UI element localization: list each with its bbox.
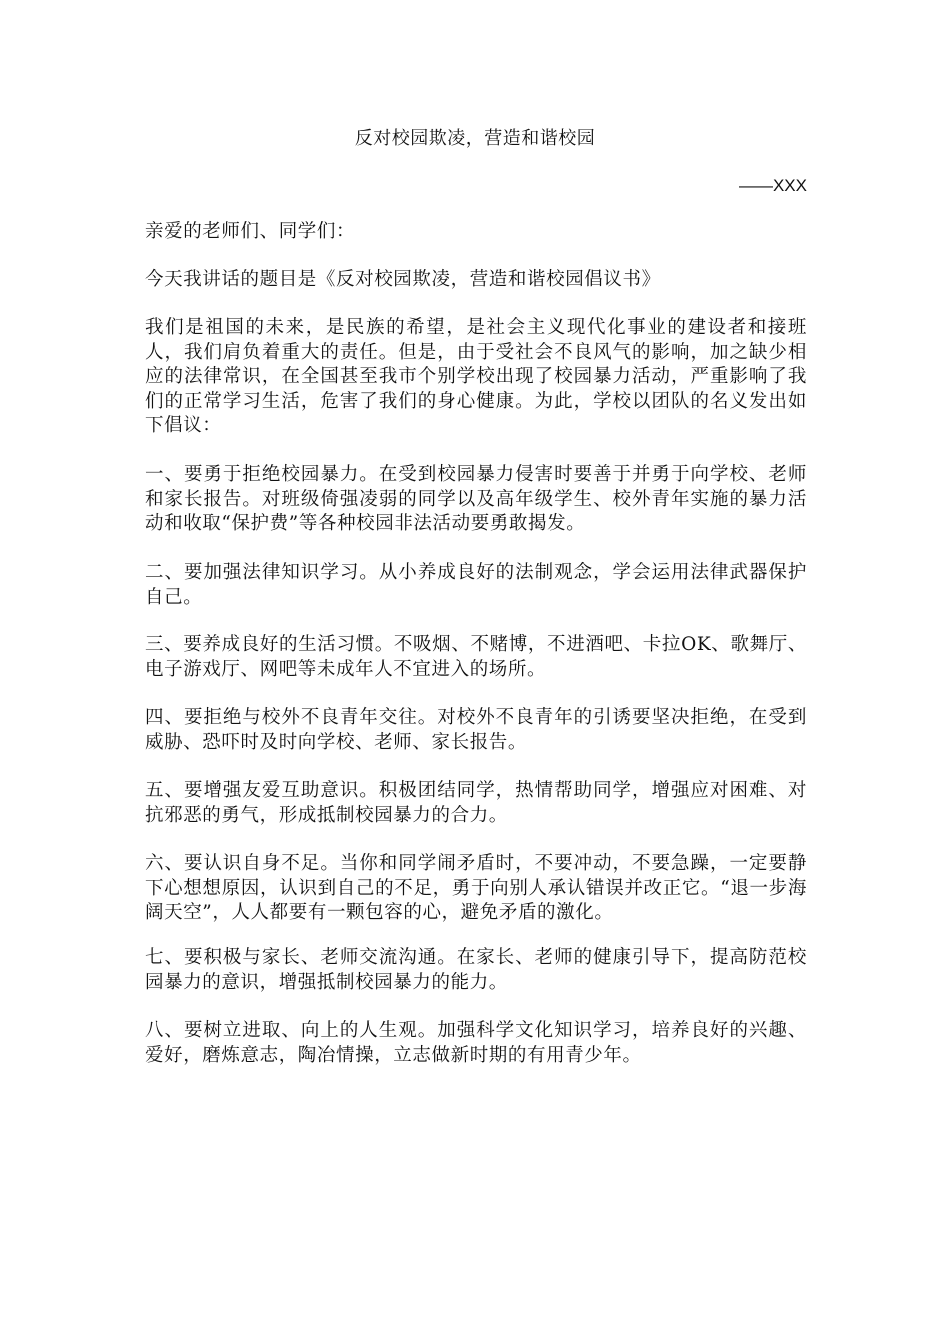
body-paragraph: 一、要勇于拒绝校园暴力。在受到校园暴力侵害时要善于并勇于向学校、老师和家长报告。对班级倚强凌弱的同学以及高年级学生、校外青年实施的暴力活动和收取“保护费”等各种校园非法活动要勇敢揭发。 — [145, 464, 807, 534]
body-paragraph: 我们是祖国的未来，是民族的希望，是社会主义现代化事业的建设者和接班人，我们肩负着重大的责任。但是，由于受社会不良风气的影响，加之缺少相应的法律常识，在全国甚至我市个别学校出现了校园暴力活动，严重影响了我们的正常学习生活，危害了我们的身心健康。为此，学校以团队的名义发出如下倡议： — [145, 317, 807, 436]
author-signature: ——XXX — [738, 176, 807, 195]
salutation: 亲爱的老师们、同学们： — [145, 221, 356, 242]
body-paragraph: 六、要认识自身不足。当你和同学闹矛盾时，不要冲动，不要急躁，一定要静下心想想原因，认识到自己的不足，勇于向别人承认错误并改正它。“退一步海阔天空”，人人都要有一颗包容的心，避免矛盾的激化。 — [145, 853, 807, 923]
body-paragraph: 八、要树立进取、向上的人生观。加强科学文化知识学习，培养良好的兴趣、爱好，磨炼意志，陶冶情操，立志做新时期的有用青少年。 — [145, 1020, 807, 1066]
body-paragraph: 二、要加强法律知识学习。从小养成良好的法制观念，学会运用法律武器保护自己。 — [145, 562, 807, 608]
document-title: 反对校园欺凌，营造和谐校园 — [354, 128, 596, 149]
body-paragraph: 四、要拒绝与校外不良青年交往。对校外不良青年的引诱要坚决拒绝，在受到威胁、恐吓时及时向学校、老师、家长报告。 — [145, 707, 807, 753]
body-paragraph: 七、要积极与家长、老师交流沟通。在家长、老师的健康引导下，提高防范校园暴力的意识，增强抵制校园暴力的能力。 — [145, 947, 807, 993]
body-paragraph: 三、要养成良好的生活习惯。不吸烟、不赌博，不进酒吧、卡拉OK、歌舞厅、电子游戏厅、网吧等未成年人不宜进入的场所。 — [145, 634, 807, 680]
body-paragraph: 五、要增强友爱互助意识。积极团结同学，热情帮助同学，增强应对困难、对抗邪恶的勇气，形成抵制校园暴力的合力。 — [145, 780, 807, 826]
intro-paragraph: 今天我讲话的题目是《反对校园欺凌，营造和谐校园倡议书》 — [145, 269, 661, 290]
